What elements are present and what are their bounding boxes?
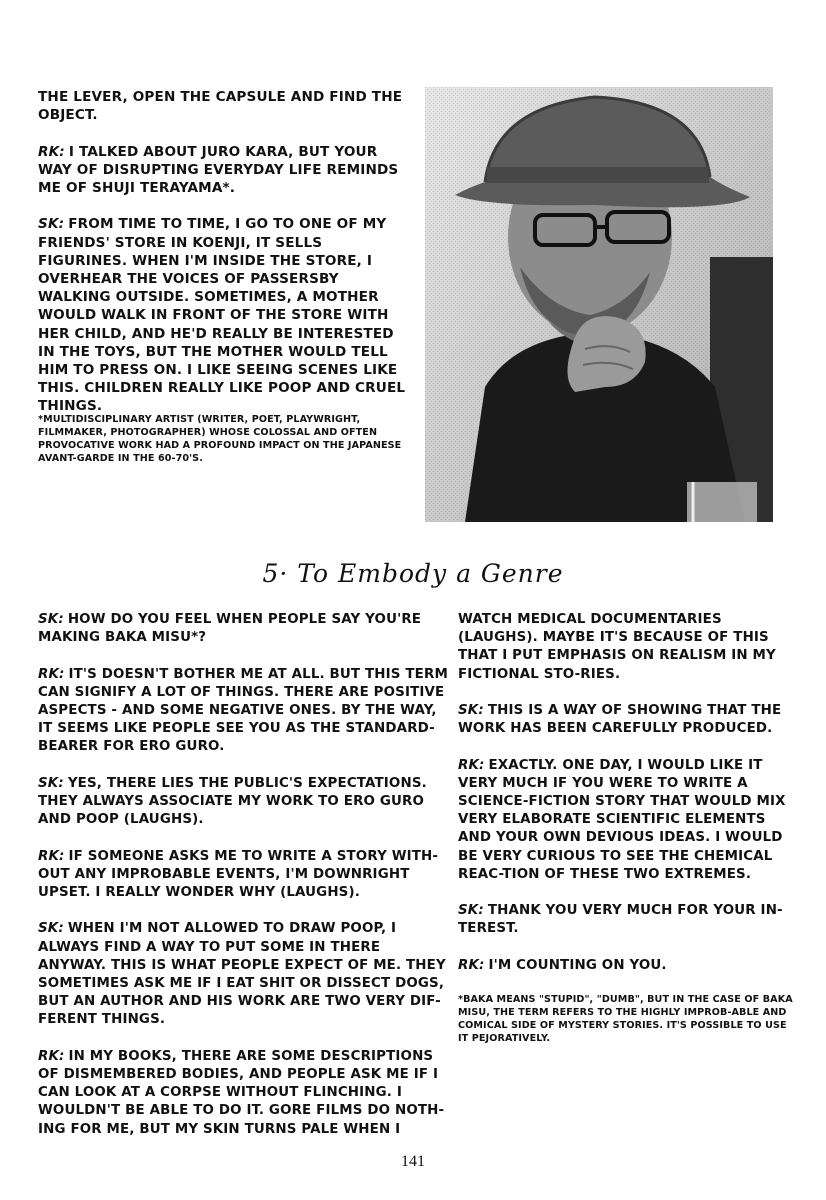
speaker-label: SK: [38,612,64,627]
speaker-label: SK: [38,775,64,791]
paragraph-text: I TALKED ABOUT JURO KARA, BUT YOUR WAY OF DISRUPTING EVERYDAY LIFE REMINDS ME OF SHUJI TERAYAMA*. [38,143,399,196]
speaker-label: SK: [458,903,484,919]
paragraph-text: THE LEVER, OPEN THE CAPSULE AND FIND THE OBJECT. [38,89,403,124]
paragraph-text: THANK YOU VERY MUCH FOR YOUR IN-TEREST. [458,903,783,937]
paragraph [458,957,800,975]
speaker-label: RK: [38,848,65,864]
paragraph-text: IF SOMEONE ASKS ME TO WRITE A STORY WITH-OUT ANY IMPROBABLE EVENTS, I'M DOWNRIGHT UPSET. I REALLY WONDER WHY (LAUGHS). [38,848,439,900]
paragraph-text: IN MY BOOKS, THERE ARE SOME DESCRIPTIONS OF DISMEMBERED BODIES, AND PEOPLE ASK ME IF I CAN LOOK AT A CORPSE WITHOUT FLINCHING. I WOULDN'T BE ABLE TO DO IT. GORE FILMS DO NOTH-ING FOR ME, BUT MY SKIN TURNS PALE WHEN I [38,1048,445,1137]
paragraph-text: YES, THERE LIES THE PUBLIC'S EXPECTATIONS. THEY ALWAYS ASSOCIATE MY WORK TO ERO GURO AND POOP (LAUGHS). [38,775,427,828]
speaker-label: SK: [458,703,484,718]
section-heading: 5· To Embody a Genre [262,559,564,588]
paragraph [38,215,410,415]
speaker-label: RK: [38,666,65,682]
page-number: 141 [401,1153,425,1170]
paragraph [458,757,800,884]
speaker-label: RK: [38,1048,65,1064]
footnote-baka-misu: *BAKA MEANS "STUPID", "DUMB", BUT IN THE CASE OF BAKA MISU, THE TERM REFERS TO THE HIGHLY IMPROB-ABLE AND COMICAL SIDE OF MYSTERY STORIES. IT'S POSSIBLE TO USE IT PEJORATIVELY. [458,994,793,1044]
paragraph-text: EXACTLY. ONE DAY, I WOULD LIKE IT VERY MUCH IF YOU WERE TO WRITE A SCIENCE-FICTION STORY THAT WOULD MIX VERY ELABORATE SCIENTIFIC ELEMENTS AND YOUR OWN DEVIOUS IDEAS. I WOULD BE VERY CURIOUS TO SEE THE CHEMICAL REAC-TION OF THESE TWO EXTREMES. [458,757,786,882]
right-interview-column [458,611,800,975]
paragraph [38,1048,448,1139]
paragraph [38,88,410,124]
paragraph [38,611,448,647]
paragraph-text: HOW DO YOU FEEL WHEN PEOPLE SAY YOU'RE MAKING BAKA MISU*? [38,612,422,646]
left-interview-column [38,611,448,1139]
paragraph [38,666,448,757]
paragraph [458,611,800,684]
paragraph [38,848,448,903]
paragraph-text: THIS IS A WAY OF SHOWING THAT THE WORK HAS BEEN CAREFULLY PRODUCED. [458,703,782,737]
paragraph-text: I'M COUNTING ON YOU. [488,957,667,973]
paragraph [458,902,800,938]
paragraph-text: FROM TIME TO TIME, I GO TO ONE OF MY FRIENDS' STORE IN KOENJI, IT SELLS FIGURINES. WHEN I'M INSIDE THE STORE, I OVERHEAR THE VOICES OF PASSERSBY WALKING OUTSIDE. SOMETIMES, A MOTHER WOULD WALK IN FRONT OF THE STORE WITH HER CHILD, AND HE'D REALLY BE INTERESTED IN THE TOYS, BUT THE MOTHER WOULD TELL HIM TO PRESS ON. I LIKE SEEING SCENES LIKE THIS. CHILDREN REALLY LIKE POOP AND CRUEL THINGS. [38,216,406,415]
paragraph [38,775,448,830]
speaker-label: SK: [38,921,64,937]
speaker-label: RK: [38,143,65,160]
footnote-terayama: *MULTIDISCIPLINARY ARTIST (WRITER, POET, PLAYWRIGHT, FILMMAKER, PHOTOGRAPHER) WHOSE COLOSSAL AND OFTEN PROVOCATIVE WORK HAD A PROFOUND IMPACT ON THE JAPANESE AVANT-GARDE IN THE 60-70'S. [38,414,402,464]
speaker-label: RK: [458,957,485,973]
paragraph-text: WHEN I'M NOT ALLOWED TO DRAW POOP, I ALWAYS FIND A WAY TO PUT SOME IN THERE ANYWAY. THIS IS WHAT PEOPLE EXPECT OF ME. THEY SOMETIMES ASK ME IF I EAT SHIT OR DISSECT DOGS, BUT AN AUTHOR AND HIS WORK ARE TWO VERY DIF-FERENT THINGS. [38,921,446,1028]
paragraph [458,702,800,738]
top-interview-column [38,88,410,416]
paragraph [38,143,410,198]
paragraph [38,920,448,1029]
speaker-label: RK: [458,757,485,773]
interviewee-portrait-photo [425,87,773,522]
paragraph-text: IT'S DOESN'T BOTHER ME AT ALL. BUT THIS TERM CAN SIGNIFY A LOT OF THINGS. THERE ARE POSITIVE ASPECTS - AND SOME NEGATIVE ONES. BY THE WAY, IT SEEMS LIKE PEOPLE SEE YOU AS THE STANDARD-BEARER FOR ERO GURO. [38,666,448,755]
paragraph-text: WATCH MEDICAL DOCUMENTARIES (LAUGHS). MAYBE IT'S BECAUSE OF THIS THAT I PUT EMPHASIS ON REALISM IN MY FICTIONAL STO-RIES. [458,612,776,682]
speaker-label: SK: [38,216,65,233]
